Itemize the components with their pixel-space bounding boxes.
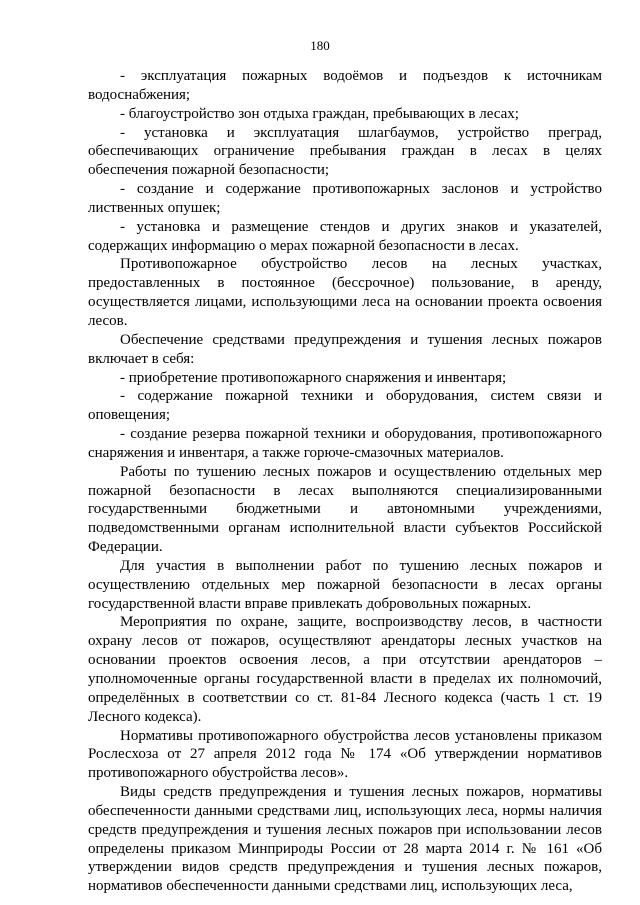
body-text <box>88 67 602 896</box>
paragraph-12: Для участия в выполнении работ по тушению лесных пожаров и осуществлению отдельных мер пожарной безопасности в лесах органы государственной власти вправе привлекать добровольных пожарных. <box>88 557 602 612</box>
paragraph-7: Обеспечение средствами предупреждения и тушения лесных пожаров включает в себя: <box>88 331 602 367</box>
paragraph-3: - установка и эксплуатация шлагбаумов, устройство преград, обеспечивающих ограничение пребывания граждан в лесах в целях обеспечения пожарной безопасности; <box>88 124 602 179</box>
paragraph-1: - эксплуатация пожарных водоёмов и подъездов к источникам водоснабжения; <box>88 68 602 103</box>
paragraph-2: - благоустройство зон отдыха граждан, пребывающих в лесах; <box>120 105 519 122</box>
paragraph-11: Работы по тушению лесных пожаров и осуществлению отдельных мер пожарной безопасности в лесах выполняются специализированными государственными бюджетными и автономными учреждениями, подведомственными органам исполнительной власти субъектов Российской Федерации. <box>88 463 602 556</box>
page-number: 180 <box>310 38 330 53</box>
paragraph-5: - установка и размещение стендов и других знаков и указателей, содержащих информацию о мерах пожарной безопасности в лесах. <box>88 218 602 254</box>
paragraph-13: Мероприятия по охране, защите, воспроизводству лесов, в частности охрану лесов от пожаров, осуществляют арендаторы лесных участков на основании проектов освоения лесов, а при отсутствии арендаторов – уполномоченные органы государственной власти в пределах их полномочий, определённых в соответствии со ст. 81-84 Лесного кодекса (часть 1 ст. 19 Лесного кодекса). <box>88 614 602 725</box>
paragraph-6: Противопожарное обустройство лесов на лесных участках, предоставленных в постоянное (бессрочное) пользование, в аренду, осуществляется лицами, использующими леса на основании проекта освоения лесов. <box>88 256 602 329</box>
paragraph-8: - приобретение противопожарного снаряжения и инвентаря; <box>120 369 507 386</box>
paragraph-15: Виды средств предупреждения и тушения лесных пожаров, нормативы обеспеченности данными средствами лиц, использующих леса, нормы наличия средств предупреждения и тушения лесных пожаров при использовании лесов определены приказом Минприроды России от 28 марта 2014 г. № 161 «Об утверждении видов средств предупреждения и тушения лесных пожаров, нормативов обеспеченности данными средствами лиц, использующих леса, <box>88 784 602 895</box>
paragraph-10: - создание резерва пожарной техники и оборудования, противопожарного снаряжения и инвентаря, а также горюче-смазочных материалов. <box>88 426 602 461</box>
paragraph-4: - создание и содержание противопожарных заслонов и устройство лиственных опушек; <box>88 181 602 216</box>
paragraph-9: - содержание пожарной техники и оборудования, систем связи и оповещения; <box>88 388 602 424</box>
paragraph-14: Нормативы противопожарного обустройства лесов установлены приказом Рослесхоза от 27 апреля 2012 года № 174 «Об утверждении нормативов противопожарного обустройства лесов». <box>88 727 602 782</box>
